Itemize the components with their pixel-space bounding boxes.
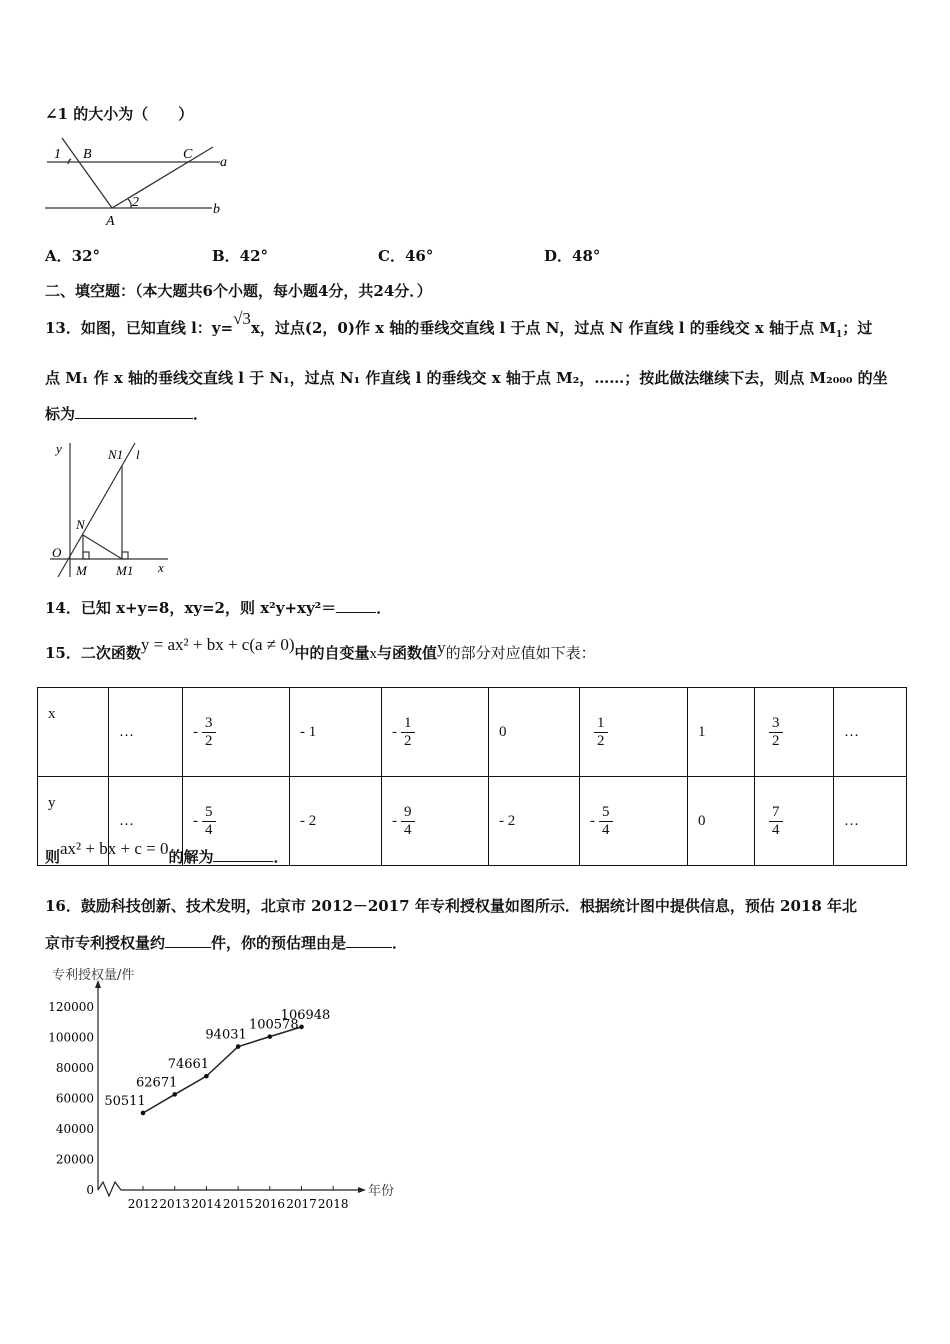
table-cell [290, 688, 382, 777]
answer-blank[interactable] [336, 598, 376, 613]
y-tick-label: 80000 [55, 1061, 94, 1075]
q13-line1 [45, 309, 873, 340]
y-tick-label: 0 [86, 1183, 94, 1197]
q16-text: 京市专利授权量约 [45, 934, 166, 952]
data-label: 62671 [136, 1075, 178, 1091]
q15-text: 的解为 [168, 848, 214, 866]
cell-value: - 1 [300, 723, 317, 740]
answer-blank[interactable] [165, 933, 211, 948]
row-label: y [38, 777, 109, 866]
data-label: 50511 [104, 1093, 146, 1109]
table-cell [688, 688, 755, 777]
q15-text: 中的自变量 [294, 644, 370, 662]
q14-text: ． [376, 599, 392, 617]
label-N1: N1 [108, 447, 124, 462]
fraction [401, 715, 415, 750]
q13-figure [40, 435, 180, 580]
label-l: l [136, 447, 140, 462]
cell-sign: - [392, 723, 397, 740]
cell-value: - 2 [499, 812, 516, 829]
q13-sub: 1 [835, 330, 843, 340]
cell-sign: - [193, 723, 198, 740]
numerator: 1 [594, 715, 608, 733]
label-a: a [220, 155, 227, 170]
option-c: C．46° [378, 247, 434, 265]
table-cell [489, 688, 580, 777]
x-tick-label: 2015 [222, 1197, 254, 1211]
x-axis [98, 1182, 360, 1196]
numerator: 3 [769, 715, 783, 733]
x-tick-label: 2017 [286, 1197, 317, 1211]
label-O: O [52, 545, 62, 560]
label-x: x [158, 560, 164, 575]
denominator: 2 [597, 732, 605, 749]
cell-value: 0 [698, 812, 706, 829]
table-cell [290, 777, 382, 866]
q13-text: x，过点(2，0)作 x 轴的垂线交直线 l 于点 N，过点 N 作直线 l 的垂线交 x 轴于点 M [250, 319, 836, 337]
q13-text: ． [193, 405, 209, 423]
q16-line2 [45, 932, 407, 953]
fraction [401, 804, 415, 839]
q15-formula: ax² + bx + c = 0 [60, 839, 169, 858]
q16-text: ． [392, 934, 408, 952]
y-tick-label: 20000 [55, 1152, 94, 1167]
data-point [268, 1034, 273, 1039]
q15-after [45, 839, 289, 867]
cell-value: … [119, 723, 134, 740]
q15-text: 与函数值 [377, 644, 438, 662]
q15-text: ． [273, 848, 289, 866]
label-2: 2 [132, 195, 139, 210]
numerator: 1 [401, 715, 415, 733]
table-cell [109, 688, 183, 777]
numerator: 5 [202, 804, 216, 822]
label-N: N [76, 517, 85, 532]
q12-stem: ∠1 的大小为（ ） [45, 105, 194, 123]
denominator: 4 [205, 821, 213, 838]
option-d: D．48° [544, 247, 601, 265]
q14 [45, 597, 391, 618]
data-point [204, 1074, 209, 1079]
q15-text: 的部分对应值如下表： [445, 646, 596, 662]
denominator: 4 [404, 821, 412, 838]
option-a: A．32° [45, 247, 101, 265]
numerator: 7 [769, 804, 783, 822]
cell-sign: - [590, 812, 595, 829]
y-tick-label: 120000 [48, 1000, 94, 1014]
cell-value: … [844, 812, 859, 829]
q14-text: 14．已知 x+y=8，xy=2，则 x²y+xy²＝ [45, 599, 337, 617]
q15-formula: y = ax² + bx + c(a ≠ 0) [140, 635, 295, 654]
label-M1: M1 [116, 563, 134, 578]
table-cell [834, 777, 907, 866]
x-tick-label: 2016 [254, 1197, 286, 1211]
table-cell [688, 777, 755, 866]
table-cell [382, 777, 489, 866]
label-y: y [56, 441, 62, 456]
cell-sign: - [193, 812, 198, 829]
fraction [594, 715, 608, 750]
answer-blank[interactable] [213, 847, 273, 862]
x-tick-label: 2014 [191, 1197, 222, 1211]
denominator: 4 [602, 821, 610, 838]
option-b: B．42° [212, 247, 269, 265]
q13-text: ；过 [842, 319, 873, 337]
data-label: 74661 [167, 1057, 210, 1073]
fraction [202, 804, 216, 839]
denominator: 2 [205, 732, 213, 749]
y-tick-label: 100000 [48, 1030, 94, 1045]
cell-sign: - [392, 812, 397, 829]
table-cell [834, 688, 907, 777]
x-tick-label: 2012 [127, 1197, 159, 1211]
cell-value: - 2 [300, 812, 317, 829]
fraction [769, 804, 783, 839]
label-C: C [183, 147, 193, 162]
q13-line2: 点 M₁ 作 x 轴的垂线交直线 l 于 N₁，过点 N₁ 作直线 l 的垂线交 x 轴于点 M₂，……；按此做法继续下去，则点 M₂₀₀₀ 的坐 [45, 369, 888, 387]
cell-value: … [119, 812, 134, 829]
denominator: 4 [772, 821, 780, 838]
q15-text: 则 [45, 848, 61, 866]
q12-figure [40, 130, 240, 230]
cell-value: 1 [698, 723, 706, 740]
label-M: M [76, 563, 87, 578]
q16-line1: 16．鼓励科技创新、技术发明，北京市 2012－2017 年专利授权量如图所示．根据统计图中提供信息，预估 2018 年北 [45, 897, 858, 915]
label-1: 1 [54, 147, 61, 162]
denominator: 2 [404, 732, 412, 749]
q15-text: 15．二次函数 [45, 644, 141, 662]
data-point [299, 1025, 304, 1030]
table-cell [382, 688, 489, 777]
cell-value: 0 [499, 723, 507, 740]
answer-blank[interactable] [346, 933, 392, 948]
denominator: 2 [772, 732, 780, 749]
table-row [38, 688, 907, 777]
x-axis-title: 年份 [368, 1184, 395, 1199]
table-cell [580, 688, 688, 777]
y-tick-label: 40000 [55, 1122, 94, 1136]
x-tick-label: 2018 [317, 1197, 349, 1211]
q15-text: y [437, 638, 446, 657]
data-point [236, 1044, 241, 1049]
numerator: 9 [401, 804, 415, 822]
row-label: x [38, 688, 109, 777]
label-A: A [106, 214, 115, 229]
table-cell [183, 688, 290, 777]
q13-text: 标为 [45, 405, 76, 423]
table-cell [755, 688, 834, 777]
table-cell [580, 777, 688, 866]
data-point [172, 1092, 177, 1097]
q16-text: 件，你的预估理由是 [211, 934, 347, 952]
fraction [599, 804, 613, 839]
q15-text: x [369, 646, 378, 662]
numerator: 3 [202, 715, 216, 733]
table-cell [489, 777, 580, 866]
data-point [141, 1111, 146, 1116]
q13-line3 [45, 403, 208, 424]
cell-value: … [844, 723, 859, 740]
patent-chart [40, 960, 400, 1220]
x-tick-label: 2013 [159, 1197, 190, 1211]
numerator: 5 [599, 804, 613, 822]
y-axis-title: 专利授权量/件 [52, 968, 135, 983]
section-heading: 二、填空题：（本大题共6个小题，每小题4分，共24分．） [45, 282, 432, 300]
fraction [202, 715, 216, 750]
fraction [769, 715, 783, 750]
label-b: b [213, 202, 220, 217]
data-label: 94031 [205, 1027, 247, 1043]
q13-text: 13．如图，已知直线 l：y= [45, 319, 234, 337]
x-axis-arrow [358, 1187, 366, 1193]
sqrt3: √3 [233, 309, 251, 328]
table-cell [755, 777, 834, 866]
label-B: B [83, 147, 92, 162]
data-label: 100578 [248, 1017, 299, 1033]
y-tick-label: 60000 [55, 1091, 94, 1106]
data-label: 106948 [280, 1007, 331, 1023]
q15 [45, 635, 596, 663]
answer-blank[interactable] [75, 404, 193, 419]
